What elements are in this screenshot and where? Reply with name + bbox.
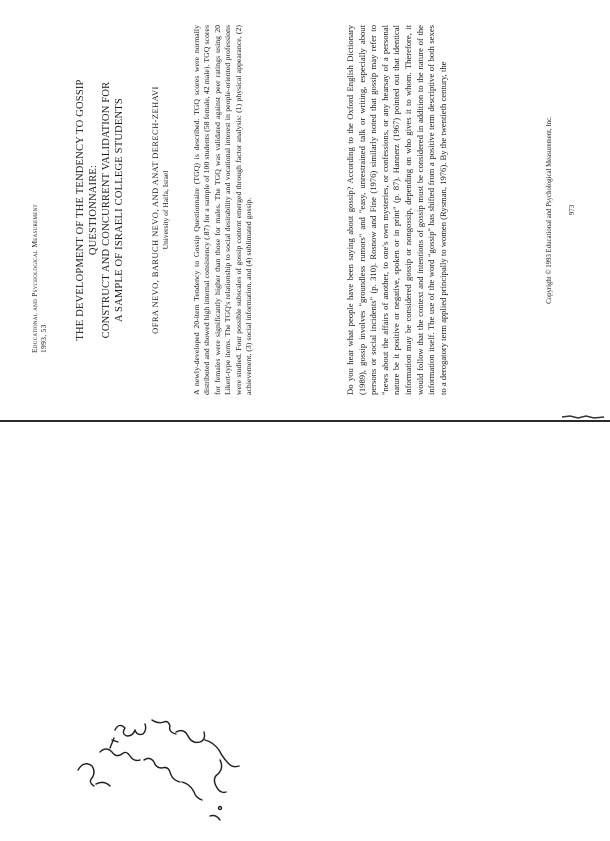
title-line: THE DEVELOPMENT OF THE TENDENCY TO GOSSIP	[75, 79, 86, 341]
copyright-line: Copyright © 1993 Educational and Psychological Measurement, Inc.	[546, 116, 553, 304]
title-line: QUESTIONNAIRE:	[88, 164, 99, 256]
abstract: A newly-developed 20-item Tendency to Gossip Questionnaire (TGQ) is described. TGQ scores were normally distributed and showed high internal consistency (.87) for a sample of 100 students (58 female, 42 male). TGQ scores for females were significantly higher than those for males. The TGQ was validated against peer ratings using 20 Likert-type items. The TGQ's relationship to social desirability and vocational interest in people-oriented professions were studied. Four possible subscales of gossip content emerged through factor analysis: (1) physical appearance, (2) achievement, (3) social information, and (4) sublimated gossip.	[192, 25, 254, 395]
affiliation: University of Haifa, Israel	[161, 170, 170, 250]
scan-mark-icon	[560, 414, 606, 420]
handwritten-signature	[60, 690, 250, 830]
journal-name: Educational and Psychological Measurement	[30, 204, 39, 353]
body-paragraph: Do you hear what people have been saying about gossip? According to the Oxford English Dictionary (1989), gossip involves "groundless rumors" and "easy, unrestrained talk or writing, especially about persons or social incidents" (p. 310). Rosnow and Fine (1976) similarly noted that gossip may refer to "news about the affairs of another, to one's own mysteries, or confessions, or any hearsay of a personal nature be it positive or negative, spoken or in print" (p. 87). Hannerz (1967) pointed out that identical information may be considered gossip or nongossip, depending on who gives it to whom. Therefore, it would follow that the context and intentions of gossip must be considered in addition to the nature of the information itself. The use of the word "gossip" has shifted from a positive term descriptive of both sexes to a derogatory term applied principally to women (Rysman, 1976). By the twentieth century, the	[345, 25, 448, 395]
title-line: A SAMPLE OF ISRAELI COLLEGE STUDENTS	[114, 98, 125, 322]
article-title	[74, 25, 126, 395]
author-list: OFRA NEVO, BARUCH NEVO, AND ANAT DERECH-ZEHAVI	[150, 86, 160, 334]
journal-issue: 1993, 53	[39, 324, 48, 353]
journal-header	[30, 53, 48, 353]
title-line: CONSTRUCT AND CONCURRENT VALIDATION FOR	[101, 81, 112, 339]
scan-divider-rule	[0, 420, 610, 422]
page-number: 973	[568, 204, 576, 216]
